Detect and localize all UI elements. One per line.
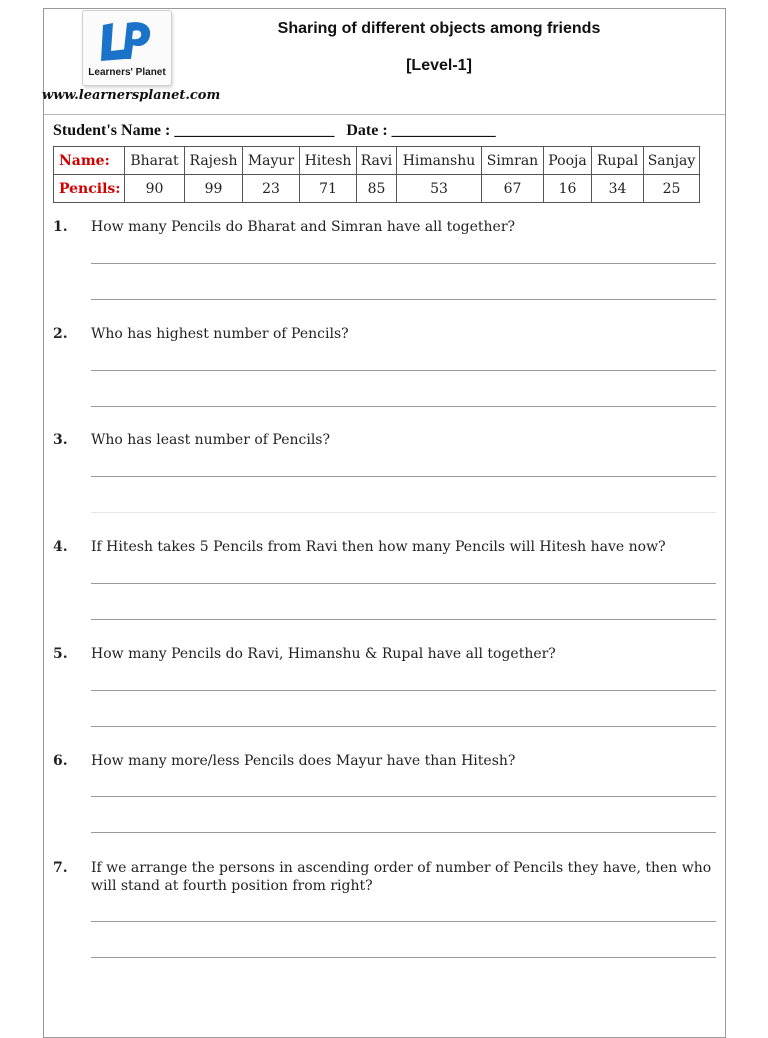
answer-line[interactable] (91, 726, 716, 727)
pencil-count-cell: 99 (185, 175, 243, 203)
name-cell: Pooja (544, 147, 592, 175)
answer-line[interactable] (91, 299, 716, 300)
question-text: If Hitesh takes 5 Pencils from Ravi then how many Pencils will Hitesh have now? (91, 539, 666, 555)
question-number: 4. (53, 539, 68, 555)
question-text: How many more/less Pencils does Mayur have than Hitesh? (91, 753, 516, 769)
names-row (54, 147, 700, 175)
answer-line[interactable] (91, 619, 716, 620)
row-header-name: Name: (54, 147, 125, 175)
website-url: www.learnersplanet.com (42, 88, 221, 103)
name-cell: Hitesh (300, 147, 357, 175)
answer-line[interactable] (91, 832, 716, 833)
worksheet-page (43, 8, 726, 1038)
pencils-row (54, 175, 700, 203)
answer-line[interactable] (91, 263, 716, 264)
answer-line[interactable] (91, 583, 716, 584)
worksheet-level: [Level-1] (406, 57, 472, 74)
answer-line[interactable] (91, 957, 716, 958)
logo-text: Learners' Planet (88, 67, 166, 78)
answer-line[interactable] (91, 476, 716, 477)
name-cell: Rupal (592, 147, 644, 175)
name-cell: Bharat (125, 147, 185, 175)
question-number: 5. (53, 646, 68, 662)
pencil-count-cell: 90 (125, 175, 185, 203)
question-text: How many Pencils do Bharat and Simran have all together? (91, 219, 516, 235)
name-cell: Himanshu (397, 147, 482, 175)
answer-line[interactable] (91, 512, 716, 513)
pencil-count-cell: 53 (397, 175, 482, 203)
answer-line[interactable] (91, 406, 716, 407)
question-number: 7. (53, 860, 68, 876)
pencil-count-cell: 16 (544, 175, 592, 203)
name-cell: Rajesh (185, 147, 243, 175)
name-cell: Sanjay (644, 147, 700, 175)
pencil-count-cell: 25 (644, 175, 700, 203)
answer-line[interactable] (91, 370, 716, 371)
answer-line[interactable] (91, 796, 716, 797)
question-number: 6. (53, 753, 68, 769)
question-number: 3. (53, 432, 68, 448)
answer-line[interactable] (91, 921, 716, 922)
pencil-count-cell: 23 (243, 175, 300, 203)
name-cell: Mayur (243, 147, 300, 175)
question-text: Who has highest number of Pencils? (91, 326, 349, 342)
name-cell: Ravi (357, 147, 397, 175)
student-info-row (53, 122, 496, 140)
question-text: Who has least number of Pencils? (91, 432, 330, 448)
student-name-field[interactable]: Student's Name : ____________________ (53, 122, 335, 139)
question-text: How many Pencils do Ravi, Himanshu & Rupal have all together? (91, 646, 556, 662)
date-field[interactable]: Date : _____________ (346, 122, 496, 139)
worksheet-title: Sharing of different objects among friends (277, 20, 601, 37)
pencil-count-cell: 67 (482, 175, 544, 203)
pencil-count-cell: 71 (300, 175, 357, 203)
pencil-count-cell: 34 (592, 175, 644, 203)
question-number: 2. (53, 326, 68, 342)
pencil-count-cell: 85 (357, 175, 397, 203)
question-number: 1. (53, 219, 68, 235)
learners-planet-logo (82, 10, 172, 86)
pencils-table (53, 146, 700, 203)
name-cell: Simran (482, 147, 544, 175)
row-header-pencils: Pencils: (54, 175, 125, 203)
question-text: If we arrange the persons in ascending order of number of Pencils they have, then who will stand at fourth position from right? (91, 860, 712, 894)
lp-logo-icon (97, 17, 157, 65)
answer-line[interactable] (91, 690, 716, 691)
worksheet-header (44, 9, 725, 115)
